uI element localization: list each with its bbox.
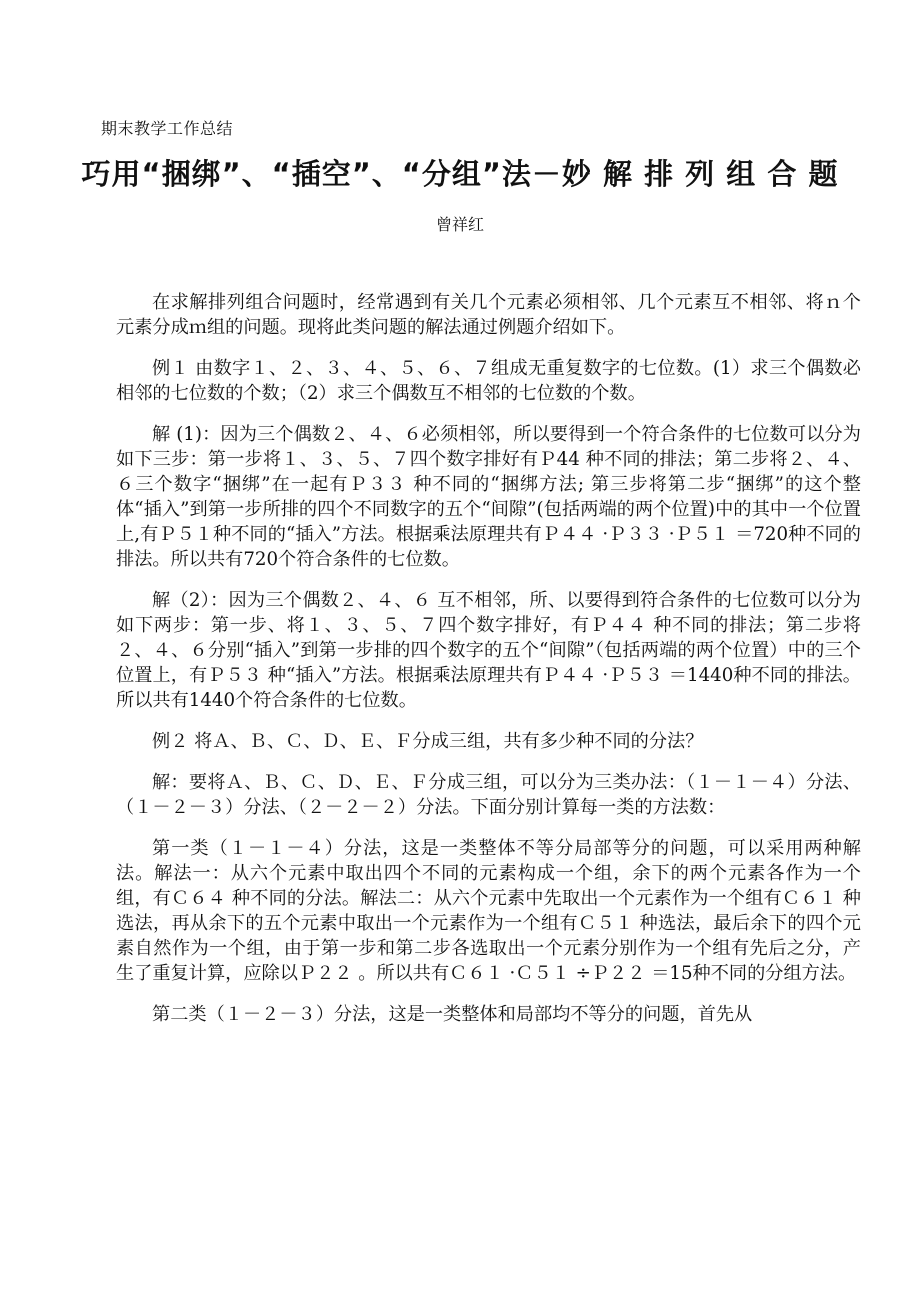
page-header: 期末教学工作总结 (101, 119, 234, 138)
paragraph-solution-1-part-1: 解 (1)：因为三个偶数２、４、６必须相邻，所以要得到一个符合条件的七位数可以分为如下三步：第一步将１、３、５、７四个数字排好有Ｐ44 种不同的排法；第二步将２、４、６三个数字“捆绑”在一起有Ｐ３３ 种不同的“捆绑方法; 第三步将第二步“捆绑”的这个整体“插入”到第一步所排的四个不同数字的五个“间隙”(包括两端的两个位置)中的其中一个位置上,有Ｐ５１种不同的“插入”方法。根据乘法原理共有Ｐ４４ ·Ｐ３３ ·Ｐ５１ ＝720种不同的排法。所以共有720个符合条件的七位数。 (116, 424, 861, 570)
paragraph-example-1: 例１ 由数字１、２、３、４、５、６、７组成无重复数字的七位数。(1）求三个偶数必相邻的七位数的个数；（2）求三个偶数互不相邻的七位数的个数。 (116, 358, 861, 404)
paragraph-category-1: 第一类（１－１－４）分法，这是一类整体不等分局部等分的问题，可以采用两种解法。解法一：从六个元素中取出四个不同的元素构成一个组，余下的两个元素各作为一个组，有Ｃ６４ 种不同的分法。解法二：从六个元素中先取出一个元素作为一个组有Ｃ６１ 种选法，再从余下的五个元素中取出一个元素作为一个组有Ｃ５１ 种选法，最后余下的四个元素自然作为一个组，由于第一步和第二步各选取出一个元素分别作为一个组有先后之分，产生了重复计算，应除以Ｐ２２ 。所以共有Ｃ６１ ·Ｃ５１ ÷Ｐ２２ ＝15种不同的分组方法。 (116, 838, 861, 984)
paragraph-solution-2: 解：要将Ａ、Ｂ、Ｃ、Ｄ、Ｅ、Ｆ分成三组，可以分为三类办法：（１－１－４）分法、（１－２－３）分法、（２－２－２）分法。下面分别计算每一类的方法数： (116, 772, 861, 818)
paragraph-intro: 在求解排列组合问题时，经常遇到有关几个元素必须相邻、几个元素互不相邻、将ｎ个元素分成ｍ组的问题。现将此类问题的解法通过例题介绍如下。 (116, 292, 861, 338)
paragraph-solution-1-part-2: 解（2）：因为三个偶数２、４、６ 互不相邻，所、以要得到符合条件的七位数可以分为如下两步：第一步、将１、３、５、７四个数字排好，有Ｐ４４ 种不同的排法；第二步将２、４、６分别“插入”到第一步排的四个数字的五个“间隙”（包括两端的两个位置）中的三个位置上，有Ｐ５３ 种“插入”方法。根据乘法原理共有Ｐ４４ ·Ｐ５３ ＝1440种不同的排法。所以共有1440个符合条件的七位数。 (116, 590, 861, 711)
article-title: 巧用“捆绑”、“插空”、“分组”法－妙 解 排 列 组 合 题 (81, 157, 839, 191)
paragraph-example-2: 例２ 将Ａ、Ｂ、Ｃ、Ｄ、Ｅ、Ｆ分成三组，共有多少种不同的分法？ (152, 731, 704, 752)
article-body (116, 290, 861, 1043)
author-name: 曾祥红 (435, 215, 484, 234)
paragraph-category-2: 第二类（１－２－３）分法，这是一类整体和局部均不等分的问题，首先从 (152, 1004, 753, 1025)
